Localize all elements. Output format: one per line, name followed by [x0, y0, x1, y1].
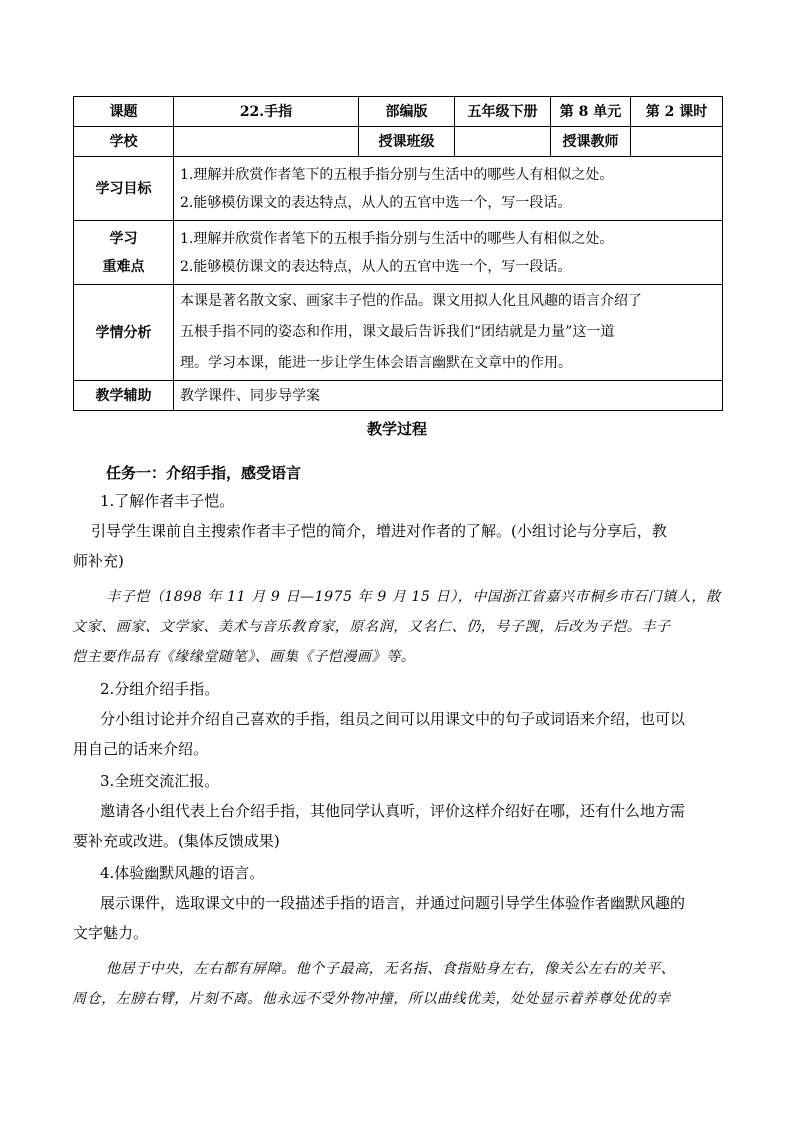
task-heading: 任务一：介绍手指，感受语言 [106, 464, 302, 482]
lesson-period: 第 2 课时 [631, 97, 723, 127]
analysis-line: 本课是著名散文家、画家丰子恺的作品。课文用拟人化且风趣的语言介绍了 [180, 293, 642, 309]
topic-label: 课题 [74, 97, 174, 127]
aids-value: 教学课件、同步导学案 [174, 381, 723, 411]
author-bio-line: 恺主要作品有《缘缘堂随笔》、画集《子恺漫画》等。 [72, 649, 416, 665]
step-heading: 2.分组介绍手指。 [100, 680, 220, 698]
author-bio-line: 文家、画家、文学家、美术与音乐教育家，原名润，又名仁、仍，号子觊，后改为子恺。丰子 [72, 619, 671, 635]
goals-label: 学习目标 [74, 157, 174, 221]
grade: 五年级下册 [455, 97, 551, 127]
teacher-value [631, 127, 723, 157]
paragraph-line: 师补充) [73, 552, 124, 570]
edition: 部编版 [359, 97, 455, 127]
table-row [74, 97, 723, 127]
difficulties-label [74, 221, 174, 285]
school-value [174, 127, 359, 157]
analysis-content [174, 285, 723, 381]
step-heading: 1.了解作者丰子恺。 [100, 492, 235, 510]
paragraph-line: 用自己的话来介绍。 [73, 740, 209, 758]
goals-content [174, 157, 723, 221]
difficulties-line: 2.能够模仿课文的表达特点，从人的五官中选一个，写一段话。 [180, 258, 572, 275]
quote-line: 周仓，左膀右臂，片刻不离。他永远不受外物冲撞，所以曲线优美，处处显示着养尊处优的幸 [72, 991, 671, 1007]
difficulties-content [174, 221, 723, 285]
table-row [74, 157, 723, 221]
goals-line: 2.能够模仿课文的表达特点，从人的五官中选一个，写一段话。 [180, 194, 572, 211]
table-row [74, 221, 723, 285]
class-label: 授课班级 [359, 127, 455, 157]
paragraph-line: 引导学生课前自主搜索作者丰子恺的简介，增进对作者的了解。(小组讨论与分享后，教 [91, 522, 667, 540]
analysis-line: 理。学习本课，能进一步让学生体会语言幽默在文章中的作用。 [180, 355, 572, 371]
process-heading: 教学过程 [366, 420, 427, 438]
step-heading: 4.体验幽默风趣的语言。 [100, 864, 265, 882]
aids-label: 教学辅助 [74, 381, 174, 411]
goals-line: 1.理解并欣赏作者笔下的五根手指分别与生活中的哪些人有相似之处。 [180, 166, 614, 183]
paragraph-line: 要补充或改进。(集体反馈成果) [73, 832, 280, 850]
paragraph-line: 邀请各小组代表上台介绍手指，其他同学认真听，评价这样介绍好在哪，还有什么地方需 [100, 802, 686, 820]
lesson-title: 22.手指 [174, 97, 359, 127]
difficulties-label-line2: 重难点 [102, 258, 145, 275]
analysis-label: 学情分析 [74, 285, 174, 381]
school-label: 学校 [74, 127, 174, 157]
class-value [455, 127, 551, 157]
table-row [74, 127, 723, 157]
unit: 第 8 单元 [551, 97, 631, 127]
paragraph-line: 文字魅力。 [73, 924, 149, 942]
paragraph-line: 分小组讨论并介绍自己喜欢的手指，组员之间可以用课文中的句子或词语来介绍，也可以 [100, 710, 686, 728]
analysis-line: 五根手指不同的姿态和作用，课文最后告诉我们“团结就是力量”这一道 [180, 324, 615, 340]
difficulties-label-line1: 学习 [109, 230, 138, 247]
lesson-info-table [73, 96, 723, 411]
author-bio-line: 丰子恺（1898 年 11 月 9 日—1975 年 9 月 15 日），中国浙江省嘉兴市桐乡市石门镇人，散 [106, 589, 721, 605]
quote-line: 他居于中央，左右都有屏障。他个子最高，无名指、食指贴身左右，像关公左右的关平、 [106, 961, 676, 977]
step-heading: 3.全班交流汇报。 [100, 772, 220, 790]
table-row [74, 381, 723, 411]
difficulties-line: 1.理解并欣赏作者笔下的五根手指分别与生活中的哪些人有相似之处。 [180, 230, 614, 247]
teacher-label: 授课教师 [551, 127, 631, 157]
paragraph-line: 展示课件，选取课文中的一段描述手指的语言，并通过问题引导学生体验作者幽默风趣的 [100, 894, 686, 912]
table-row [74, 285, 723, 381]
